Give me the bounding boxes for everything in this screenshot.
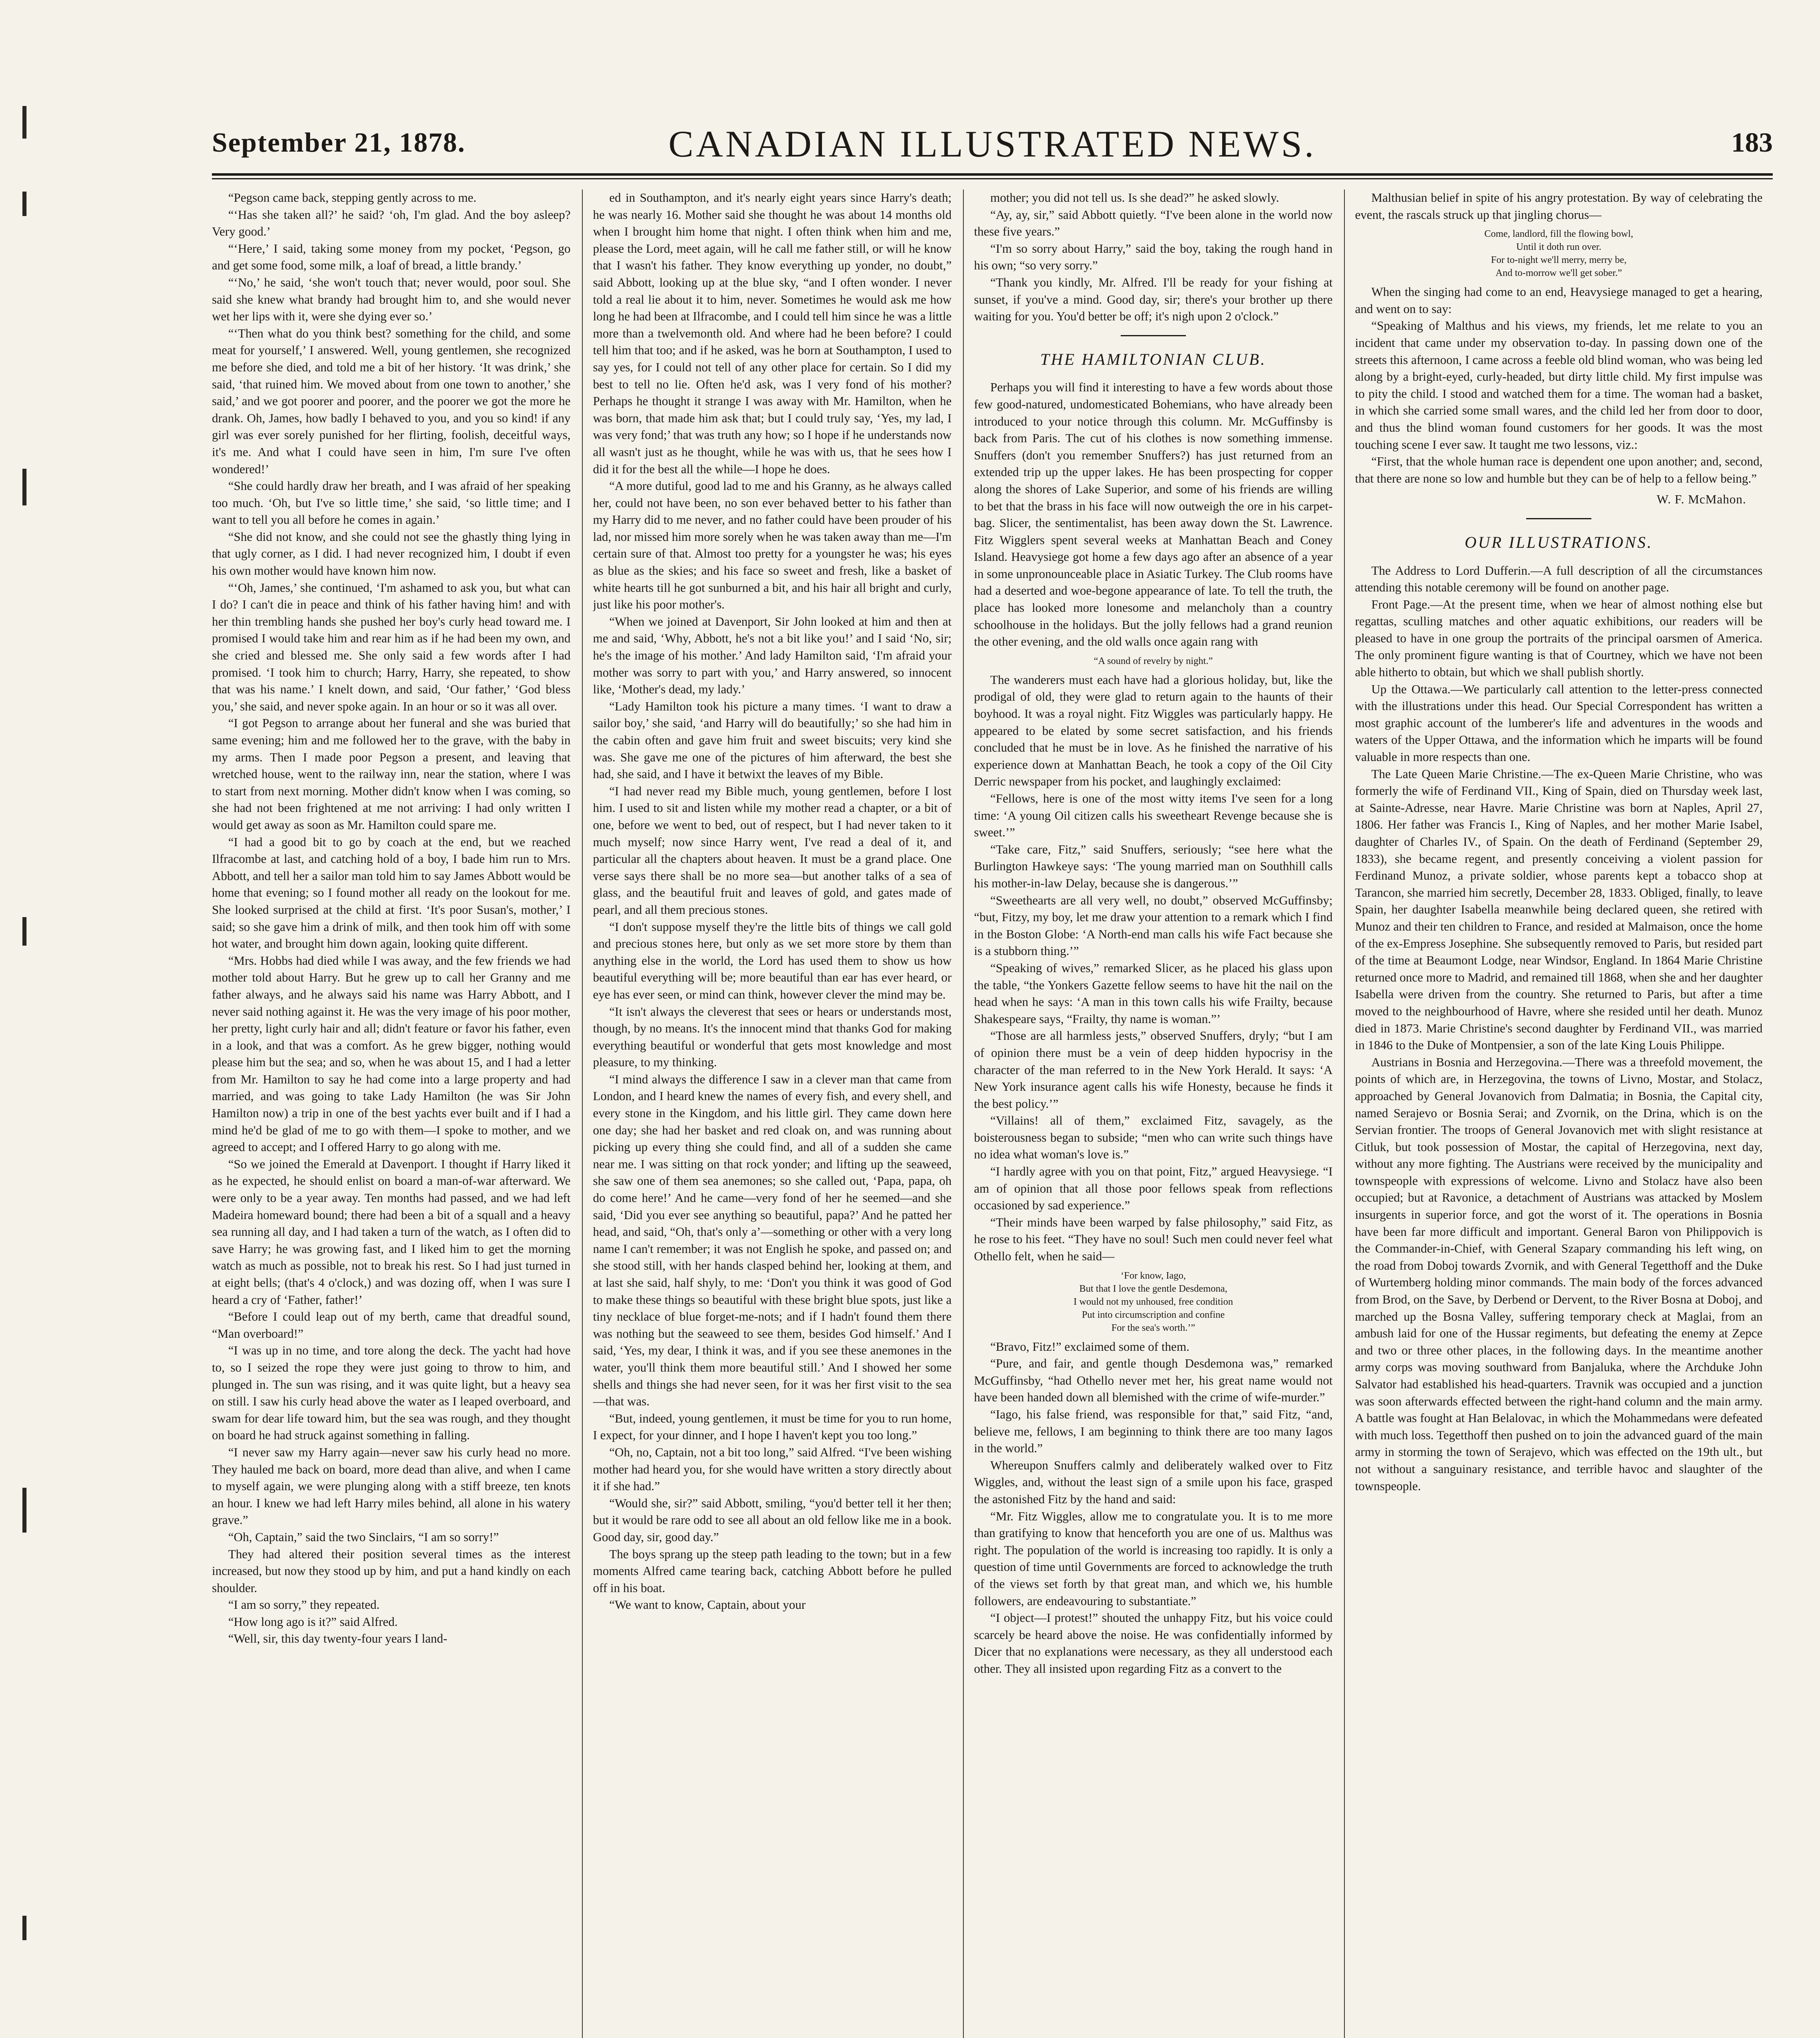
paragraph: “I never saw my Harry again—never saw his curly head no more. They hauled me back on board, more dead than alive, and when I came to myself again, we were plunging along with a stiff breeze, ten knots an hour. I knew we had left Harry miles behind, all alone in his watery grave.” xyxy=(212,1445,571,1527)
paragraph: “Thank you kindly, Mr. Alfred. I'll be ready for your fishing at sunset, if you've a mind. Good day, sir; there's your brother up there waiting for you. You'd better be off; it's nigh upon 2 o'clock.” xyxy=(974,275,1333,324)
paragraph: “‘Has she taken all?’ he said? ‘oh, I'm glad. And the boy asleep? Very good.’ xyxy=(212,207,571,239)
paragraph: Whereupon Snuffers calmly and deliberately walked over to Fitz Wiggles, and, without the least sign of a smile upon his face, grasped the astonished Fitz by the hand and said: xyxy=(974,1458,1333,1506)
binding-mark xyxy=(22,469,26,505)
paragraph: “She could hardly draw her breath, and I was afraid of her speaking too much. ‘Oh, but I've so little time,’ she said, ‘so little time; and I want to tell you all before he comes in again.’ xyxy=(212,479,571,527)
verse-quote xyxy=(1355,227,1763,280)
paragraph: “How long ago is it?” said Alfred. xyxy=(228,1615,398,1629)
paragraph: “Speaking of wives,” remarked Slicer, as he placed his glass upon the table, “the Yonkers Gazette fellow seems to have hit the nail on the head when he says: ‘A man in this town calls his wife Frailty, because Shakespeare says, “Frailty, thy name is woman.”’ xyxy=(974,961,1333,1026)
paragraph: “When we joined at Davenport, Sir John looked at him and then at me and said, ‘Why, Abbott, he's not a bit like you!’ and I said ‘No, sir; he's the image of his mother.’ And lady Hamilton said, ‘I'm afraid your mother was sorry to part with you,’ and Harry answered, so innocent like, ‘Mother's dead, my lady.’ xyxy=(593,614,952,697)
paragraph: “Villains! all of them,” exclaimed Fitz, savagely, as the boisterousness began to subside; “men who can write such things have no idea what woman's love is.” xyxy=(974,1114,1333,1162)
paragraph: “I had a good bit to go by coach at the end, but we reached Ilfracombe at last, and catching hold of a boy, I bade him run to Mrs. Abbott, and tell her a sailor man told him to say James Abbott would be home that evening; so I found mother all ready on the lookout for me. She looked surprised at the child at first. ‘It's poor Susan's, mother,’ I said; so she gave him a drink of milk, and then took him off with some hot water, and brought him down again, looking quite different. xyxy=(212,835,571,951)
section-heading: OUR ILLUSTRATIONS. xyxy=(1465,533,1653,551)
paragraph: “Would she, sir?” said Abbott, smiling, “you'd better tell it her then; but it would be rare odd to see all about an old fellow like me in a book. Good day, sir, good day.” xyxy=(593,1496,952,1544)
verse-line: I would not my unhoused, free condition xyxy=(1073,1296,1233,1307)
author-signature: W. F. McMahon. xyxy=(1657,492,1746,507)
paragraph: “I mind always the difference I saw in a clever man that came from London, and I heard knew the names of every fish, and every shell, and every stone in the Kingdom, and his little girl. They came down here one day; she had her basket and red cloak on, and was running about picking up every thing she could find, and all of a sudden she came near me. I was sitting on that rock yonder; and lifting up the seaweed, she saw one of them sea anemones; so she called out, ‘Papa, papa, oh do come here!’ And he came—very fond of her he seemed—and she said, ‘Did you ever see anything so beautiful, papa?’ And he patted her head, and said, “Oh, that's only a’—something or other with a very long name I can't remember; it was not English he spoke, and passed on; and she stood still, with her hands clasped behind her, looking at them, and at last she said, half shyly, to me: ‘Don't you think it was good of God to make these things so beautiful with these bright blue spots, just like a tiny necklace of blue forget-me-nots; and if I hadn't found them there was nothing but the seaweed to see them, besides God himself.’ And I said, ‘Yes, my dear, I think it was, and if you see these anemones in the water, you'll think them more beautiful still.’ And I showed her some shells and things she had never seen, for it was her first visit to the sea—that was. xyxy=(593,1072,952,1409)
paragraph: “Iago, his false friend, was responsible for that,” said Fitz, “and, believe me, fellows, I am beginning to think there are too many Iagos in the world.” xyxy=(974,1407,1333,1456)
page-header xyxy=(212,118,1773,167)
binding-mark xyxy=(22,917,26,946)
paragraph: “I got Pegson to arrange about her funeral and she was buried that same evening; him and me followed her to the grave, with the baby in my arms. Then I made poor Pegson a present, and leaving that wretched house, went to the railway inn, near the station, where I was to start from next morning. Mother didn't know when I was coming, so she had not been frightened at me not arriving: I had only written I would get away as soon as Mr. Hamilton could spare me. xyxy=(212,716,571,832)
header-rule xyxy=(212,173,1773,176)
paragraph: “Oh, no, Captain, not a bit too long,” said Alfred. “I've been wishing mother had heard you, for she would have written a story directly about it if she had.” xyxy=(593,1445,952,1493)
verse-line: Put into circumscription and confine xyxy=(1082,1309,1225,1320)
verse-quote: “A sound of revelry by night.” xyxy=(1094,655,1213,666)
binding-mark xyxy=(22,106,26,139)
paragraph: “I was up in no time, and tore along the deck. The yacht had hove to, so I seized the rope they were just going to throw to him, and plunged in. The sun was rising, and it was quite light, but a heavy sea on still. I saw his curly head above the water as I leaped overboard, and swam for dear life toward him, but the sea was rough, and they thought on board he had struck against something in falling. xyxy=(212,1343,571,1442)
paragraph: “Those are all harmless jests,” observed Snuffers, dryly; “but I am of opinion there must be a vein of deep hidden hypocrisy in the character of the man referred to in the New York Herald. It says: ‘A New York insurance agent calls his wife Honesty, because he finds it the best policy.’” xyxy=(974,1029,1333,1111)
paragraph: “So we joined the Emerald at Davenport. I thought if Harry liked it as he expected, he should enlist on board a man-of-war afterward. We were only to be a year away. Ten months had passed, and we had left Madeira homeward bound; there had been a bit of a squall and a heavy sea running all day, and I had taken a turn of the watch, as I often did to save Harry; he was growing fast, and I liked him to get the morning watch as much as possible, not to break his rest. So I had just turned in at eight bells; (that's 4 o'clock,) and was dozing off, when I was sure I heard a cry of ‘Father, father!’ xyxy=(212,1157,571,1307)
column-1 xyxy=(212,190,571,2038)
paragraph: “I hardly agree with you on that point, Fitz,” argued Heavysiege. “I am of opinion that all those poor fellows speak from reflections occasioned by sad experience.” xyxy=(974,1165,1333,1213)
paragraph: “Bravo, Fitz!” exclaimed some of them. xyxy=(990,1339,1190,1354)
paragraph: Up the Ottawa.—We particularly call attention to the letter-press connected with the illustrations under this head. Our Special Correspondent has written a most graphic account of the lumberer's life and adventures in the woods and waters of the Upper Ottawa, and the information which he imparts will be found valuable in more respects than one. xyxy=(1355,682,1763,764)
paragraph: “First, that the whole human race is dependent one upon another; and, second, that there are none so low and humble but they can be of help to a fellow being.” xyxy=(1355,454,1763,485)
verse-line: But that I love the gentle Desdemona, xyxy=(1079,1283,1227,1294)
paragraph: “Their minds have been warped by false philosophy,” said Fitz, as he rose to his feet. “They have no soul! Such men could never feel what Othello felt, when he said— xyxy=(974,1215,1333,1264)
verse-line: Come, landlord, fill the flowing bowl, xyxy=(1484,229,1633,240)
paragraph: “Pegson came back, stepping gently across to me. xyxy=(228,191,476,205)
paragraph: The boys sprang up the steep path leading to the town; but in a few moments Alfred came tearing back, catching Abbott before he pulled off in his boat. xyxy=(593,1547,952,1595)
paragraph: “Lady Hamilton took his picture a many times. ‘I want to draw a sailor boy,’ she said, ‘and Harry will do beautifully;’ so she had him in the cabin often and gave him fruit and sweet biscuits; very kind she was. She gave me one of the pictures of him afterward, the best she had, she said, and I have it betwixt the leaves of my Bible. xyxy=(593,699,952,781)
paragraph: “Oh, Captain,” said the two Sinclairs, “I am so sorry!” xyxy=(228,1530,499,1544)
paragraph: “‘Oh, James,’ she continued, ‘I'm ashamed to ask you, but what can I do? I can't die in peace and think of his father having him! and with her thin trembling hands she pushed her boy's curly head toward me. I promised I would take him and rear him as if he had been my own, and she cried and blessed me. She only said a few words after I had promised. ‘I took him to church; Harry, Harry, she repeated, to show that was his name.’ I knelt down, and said, ‘Our father,’ ‘God bless you,’ she said, and never spoke again. In an hour or so it was all over. xyxy=(212,580,571,713)
paragraph: “Take care, Fitz,” said Snuffers, seriously; “see here what the Burlington Hawkeye says: ‘The young married man on Southhill calls his mother-in-law Delay, because she is dangerous.’” xyxy=(974,842,1333,890)
verse-line: For to-night we'll merry, merry be, xyxy=(1491,255,1627,266)
header-rule-thin xyxy=(212,178,1773,179)
paragraph: “She did not know, and she could not see the ghastly thing lying in that ugly corner, as I did. I had never recognized him, I doubt if even his own mother would have known him now. xyxy=(212,529,571,578)
paragraph: “We want to know, Captain, about your xyxy=(609,1598,806,1612)
paragraph: “Pure, and fair, and gentle though Desdemona was,” remarked McGuffinsby, “had Othello never met her, his great name would not have been handed down all blemished with the crime of wife-murder.” xyxy=(974,1356,1333,1405)
paragraph: “But, indeed, young gentlemen, it must be time for you to run home, I expect, for your dinner, and I hope I haven't kept you too long.” xyxy=(593,1411,952,1442)
binding-marks xyxy=(0,0,49,2038)
paragraph: “Mrs. Hobbs had died while I was away, and the few friends we had mother told about Harry. But he grew up to call her Granny and me father always, and he always said his name was Harry Abbott, and I never said nothing against it. He was the very image of his poor mother, her pretty, light curly hair and all; didn't feature or favor his father, even in a look, and that was a comfort. As he grew bigger, nothing would please him but the sea; and so, when he was about 15, and I had a letter from Mr. Hamilton to say he had come into a large property and had married, and was going to take Lady Hamilton (he was Sir John Hamilton now) a trip in one of the best yachts ever built and if I had a mind he'd be glad of me to go with them—I spoke to mother, and we agreed to accept; and I offered Harry to go along with me. xyxy=(212,953,571,1154)
paragraph: “A more dutiful, good lad to me and his Granny, as he always called her, could not have been, no son ever behaved better to his father than my Harry did to me never, and no father could have been prouder of his lad, nor missed him more sorely when he was taken away than me—I'm certain sure of that. Almost too pretty for a youngster he was; his eyes as blue as the skies; and his face so sweet and fresh, like a basket of white hearts till he got sunburned a bit, and his hair all bright and curly, just like his poor mother's. xyxy=(593,479,952,612)
paragraph: “I'm so sorry about Harry,” said the boy, taking the rough hand in his own; “so very sorry.” xyxy=(974,241,1333,273)
binding-mark xyxy=(22,1488,26,1533)
paragraph: “Well, sir, this day twenty-four years I land- xyxy=(228,1632,447,1646)
paragraph: “I don't suppose myself they're the little bits of things we call gold and precious stones here, but only as we set more store by them than anything else in the world, the Lord has used them to show us how beautiful everything will be; more beautiful than ear has ever heard, or eye has ever seen, or mind can think, however clever the mind may be. xyxy=(593,920,952,1001)
paragraph: When the singing had come to an end, Heavysiege managed to get a hearing, and went on to say: xyxy=(1355,285,1763,316)
column-divider xyxy=(963,190,964,2038)
paragraph: “‘No,’ he said, ‘she won't touch that; never would, poor soul. She said she knew what brandy had brought him to, and she would never wet her lips with it, were she dying ever so.’ xyxy=(212,275,571,324)
verse-line: ‘For know, Iago, xyxy=(1121,1270,1186,1281)
paragraph: They had altered their position several times as the interest increased, but now they stood up by him, and put a hand kindly on each shoulder. xyxy=(212,1547,571,1595)
paragraph: Perhaps you will find it interesting to have a few words about those few good-natured, undomesticated Bohemians, who have already been introduced to your notice through this column. Mr. McGuffinsby is back from Paris. The cut of his clothes is now something immense. Snuffers (don't you remember Snuffers?) has just returned from an extended trip up the upper lakes. He has been prospecting for copper along the shores of Lake Superior, and some of his friends are willing to bet that the brass in his face will now outweigh the ore in his carpet-bag. Slicer, the sentimentalist, has been away down the St. Lawrence. Fitz Wigglers spent several weeks at Manhattan Beach and Coney Island. Heavysiege got home a few days ago after an absence of a year in some unpronounceable place in Asiatic Turkey. The Club rooms have had a deserted and woe-begone appearance of late. To tell the truth, the place has looked more lonesome and melancholy than a country schoolhouse in the holidays. But the jolly fellows had a grand reunion the other evening, and the old walls once again rang with xyxy=(974,380,1333,649)
issue-date: September 21, 1878. xyxy=(212,127,466,158)
paragraph: The wanderers must each have had a glorious holiday, but, like the prodigal of old, they were glad to return again to the haunts of their boyhood. It was a royal night. Fitz Wiggles was particularly happy. He appeared to be elated by some secret satisfaction, and his friends concluded that he must be in love. As he finished the narrative of his experience down at Manhattan Beach, he took a copy of the Oil City Derric newspaper from his pocket, and laughingly exclaimed: xyxy=(974,673,1333,789)
column-3 xyxy=(974,190,1333,2038)
paragraph: The Address to Lord Dufferin.—A full description of all the circumstances attending this notable ceremony will be found on another page. xyxy=(1355,563,1763,595)
verse-line: Until it doth run over. xyxy=(1516,242,1602,253)
paragraph: “Ay, ay, sir,” said Abbott quietly. “I've been alone in the world now these five years.” xyxy=(974,207,1333,239)
paragraph: The Late Queen Marie Christine.—The ex-Queen Marie Christine, who was formerly the wife of Ferdinand VII., King of Spain, died on Thursday week last, at Sainte-Adresse, near Havre. Marie Christine was born at Naples, April 27, 1806. Her father was Francis I., King of Naples, and her mother Marie Isabel, daughter of Charles IV., of Spain. On the death of Ferdinand (September 29, 1833), she became regent, and presently conceiving a violent passion for Ferdinand Munoz, a private soldier, whose parents kept a tobacco shop at Tarancon, she married him secretly, December 28, 1833. Obliged, finally, to leave Spain, her daughter Isabella meanwhile being declared queen, she retired with Munoz and their ten children to France, and resided at Malmaison, once the home of the ex-Empress Josephine. She subsequently removed to Paris, but resided part of the time at Beaumont Lodge, near Windsor, England. In 1864 Marie Christine returned once more to Madrid, and remained till 1868, when she and her daughter Isabella were driven from the country. She returned to Paris, but after a time moved to the neighbourhood of Havre, where she resided until her death. Munoz died in 1873. Marie Christine's second daughter by Ferdinand VII., was married in 1846 to the Duke of Montpensier, a son of the late King Louis Philippe. xyxy=(1355,767,1763,1052)
column-divider xyxy=(582,190,583,2038)
masthead-title: CANADIAN ILLUSTRATED NEWS. xyxy=(668,123,1316,165)
paragraph: “I had never read my Bible much, young gentlemen, before I lost him. I used to sit and listen while my mother read a chapter, or a bit of one, before we went to bed, out of respect, but I had never taken to it much myself; now since Harry went, I've read a deal of it, and particular all the chapters about heaven. It must be a grand place. One verse says there shall be no more sea—but another talks of a sea of glass, and the beautiful fruit and leaves of gold, and gates made of pearl, and all them precious stones. xyxy=(593,784,952,917)
page-number: 183 xyxy=(1731,127,1773,158)
paragraph: “Speaking of Malthus and his views, my friends, let me relate to you an incident that came under my observation to-day. In passing down one of the streets this afternoon, I came across a feeble old blind woman, who was being led along by a bright-eyed, curly-headed, but dirty little child. My first impulse was to pity the child. I stood and watched them for a time. The woman had a basket, in which she carried some small wares, and the child led her from door to door, and thus the blind woman found customers for her goods. It was the most touching scene I ever saw. It taught me two lessons, viz.: xyxy=(1355,319,1763,452)
paragraph: ed in Southampton, and it's nearly eight years since Harry's death; he was nearly 16. Mother said she thought he was about 14 months old when I brought him home that night. I often think when him and me, please the Lord, meet again, will he call me father still, or will he know that I wasn't his father. They know everything up yonder, no doubt,” said Abbott, looking up at the blue sky, “and I often wonder. I never told a real lie about it to him, never. Sometimes he would ask me how long he had been at Ilfracombe, and I could tell him since he was a little more than a twelvemonth old. And where had he been before? I could tell him that too; and if he asked, was he born at Southampton, I used to say yes, for I could not tell of any other place for certain. So I did my best to tell no lie. Often he'd ask, was I very fond of his mother? Perhaps he thought it strange I was away with Mr. Hamilton, when he was born, that made him ask that; but I could truly say, ‘Yes, my lad, I was very fond;’ that was truth any how; so I hope if he understands now all wasn't just as he thought, while he was with us, that he sees how I did it for the best all the while—I hope he does. xyxy=(593,191,952,476)
column-2 xyxy=(593,190,952,2038)
paragraph: “I object—I protest!” shouted the unhappy Fitz, but his voice could scarcely be heard above the noise. He was confidentially informed by Dicer that no explanations were necessary, as they all understood each other. They all insisted upon regarding Fitz as a convert to the xyxy=(974,1611,1333,1676)
paragraph: “It isn't always the cleverest that sees or hears or understands most, though, by no means. It's the innocent mind that thanks God for making everything beautiful or wonderful that gets most knowledge and most pleasure, to my thinking. xyxy=(593,1004,952,1070)
paragraph: “Sweethearts are all very well, no doubt,” observed McGuffinsby; “but, Fitzy, my boy, let me draw your attention to a remark which I find in the Boston Globe: ‘A North-end man calls his wife Fact because she is a stubborn thing.’” xyxy=(974,893,1333,958)
paragraph: “‘Here,’ I said, taking some money from my pocket, ‘Pegson, go and get some food, some milk, a loaf of bread, a little brandy.’ xyxy=(212,241,571,273)
paragraph: “Mr. Fitz Wiggles, allow me to congratulate you. It is to me more than gratifying to know that henceforth you are one of us. Malthus was right. The population of the world is increasing too rapidly. It is only a question of time until Governments are forced to acknowledge the truth of the views set forth by that great man, and which we, his humble followers, are endeavouring to substantiate.” xyxy=(974,1509,1333,1608)
section-separator xyxy=(1526,518,1591,519)
section-heading: THE HAMILTONIAN CLUB. xyxy=(1040,350,1267,368)
paragraph: Austrians in Bosnia and Herzegovina.—There was a threefold movement, the points of which are, in Herzegovina, the towns of Livno, Mostar, and Stolacz, approached by General Jovanovich from Dalmatia; in Bosnia, the Capital city, named Serajevo or Bosnia Serai; and Zvornik, on the Drina, which is on the Servian frontier. The troops of General Jovanovich met with slight resistance at Citluk, but took possession of Mostar, the capital of Herzegovina, next day, without any more fighting. The Austrians were received by the municipality and townspeople with expressions of welcome. Livno and Stolacz have also been occupied; but at Ravonice, a detachment of Austrians was attacked by Moslem insurgents in superior force, and got the worst of it. The operations in Bosnia have been far more difficult and important. General Baron von Philippovich is the Commander-in-Chief, with General Szapary commanding his left wing, on the road from Doboj towards Zvornik, and with General Tegetthoff and the Duke of Wurtemberg holding minor commands. The main body of the forces advanced from Brod, on the Save, by Derbend or Dervent, to the River Bosna at Doboj, and marched up the Bosna Valley, suffering temporary check at Maglai, from an ambush laid for one of the Hussar regiments, but defeating the enemy at Zepce and two or three other places, in the following days. In the meantime another army corps was moving southward from Banjaluka, where the Archduke John Salvator had established his head-quarters. Travnik was occupied and a junction was soon afterwards effected between the right-hand column and the main army. A battle was fought at Han Belalovac, in which the Mohammedans were defeated with much loss. Tegetthoff then pushed on to join the advanced guard of the main army in storming the town of Serajevo, which was effected on the 19th ult., but not without a sanguinary resistance, and terrible havoc and slaughter of the townspeople. xyxy=(1355,1055,1763,1493)
paragraph: mother; you did not tell us. Is she dead?” he asked slowly. xyxy=(990,191,1279,205)
verse-line: And to-morrow we'll get sober.” xyxy=(1495,268,1622,279)
paragraph: Malthusian belief in spite of his angry protestation. By way of celebrating the event, the rascals struck up that jingling chorus— xyxy=(1355,191,1763,222)
paragraph: Front Page.—At the present time, when we hear of almost nothing else but regattas, sculling matches and other aquatic exhibitions, our readers will be pleased to have in one group the portraits of the principal oarsmen of America. The only prominent figure wanting is that of Courtney, which we have not been able hitherto to obtain, but which we shall publish shortly. xyxy=(1355,597,1763,679)
binding-mark xyxy=(22,192,26,216)
verse-quote xyxy=(974,1269,1333,1334)
column-4 xyxy=(1355,190,1763,2038)
paragraph: “Before I could leap out of my berth, came that dreadful sound, “Man overboard!” xyxy=(212,1310,571,1341)
binding-mark xyxy=(22,1916,26,1940)
column-divider xyxy=(1344,190,1345,2038)
paragraph: “‘Then what do you think best? something for the child, and some meat for yourself,’ I answered. Well, young gentlemen, she recognized me before she died, and told me a bit of her history. ‘It was drink,’ she said, ‘that ruined him. We moved about from one town to another,’ she said,’ and we got poorer and poorer, and the poorer we got the more he drank. Oh, James, how badly I behaved to you, and you so kind! if any girl was ever sorely punished for her flirting, foolish, deceitful ways, it's me. And what I could have seen in him, I'm sure I've often wondered!’ xyxy=(212,326,571,476)
paragraph: “Fellows, here is one of the most witty items I've seen for a long time: ‘A young Oil citizen calls his sweetheart Revenge because she is sweet.’” xyxy=(974,792,1333,840)
section-separator xyxy=(1121,335,1186,336)
paragraph: “I am so sorry,” they repeated. xyxy=(228,1598,380,1612)
verse-line: For the sea's worth.’” xyxy=(1111,1322,1195,1333)
